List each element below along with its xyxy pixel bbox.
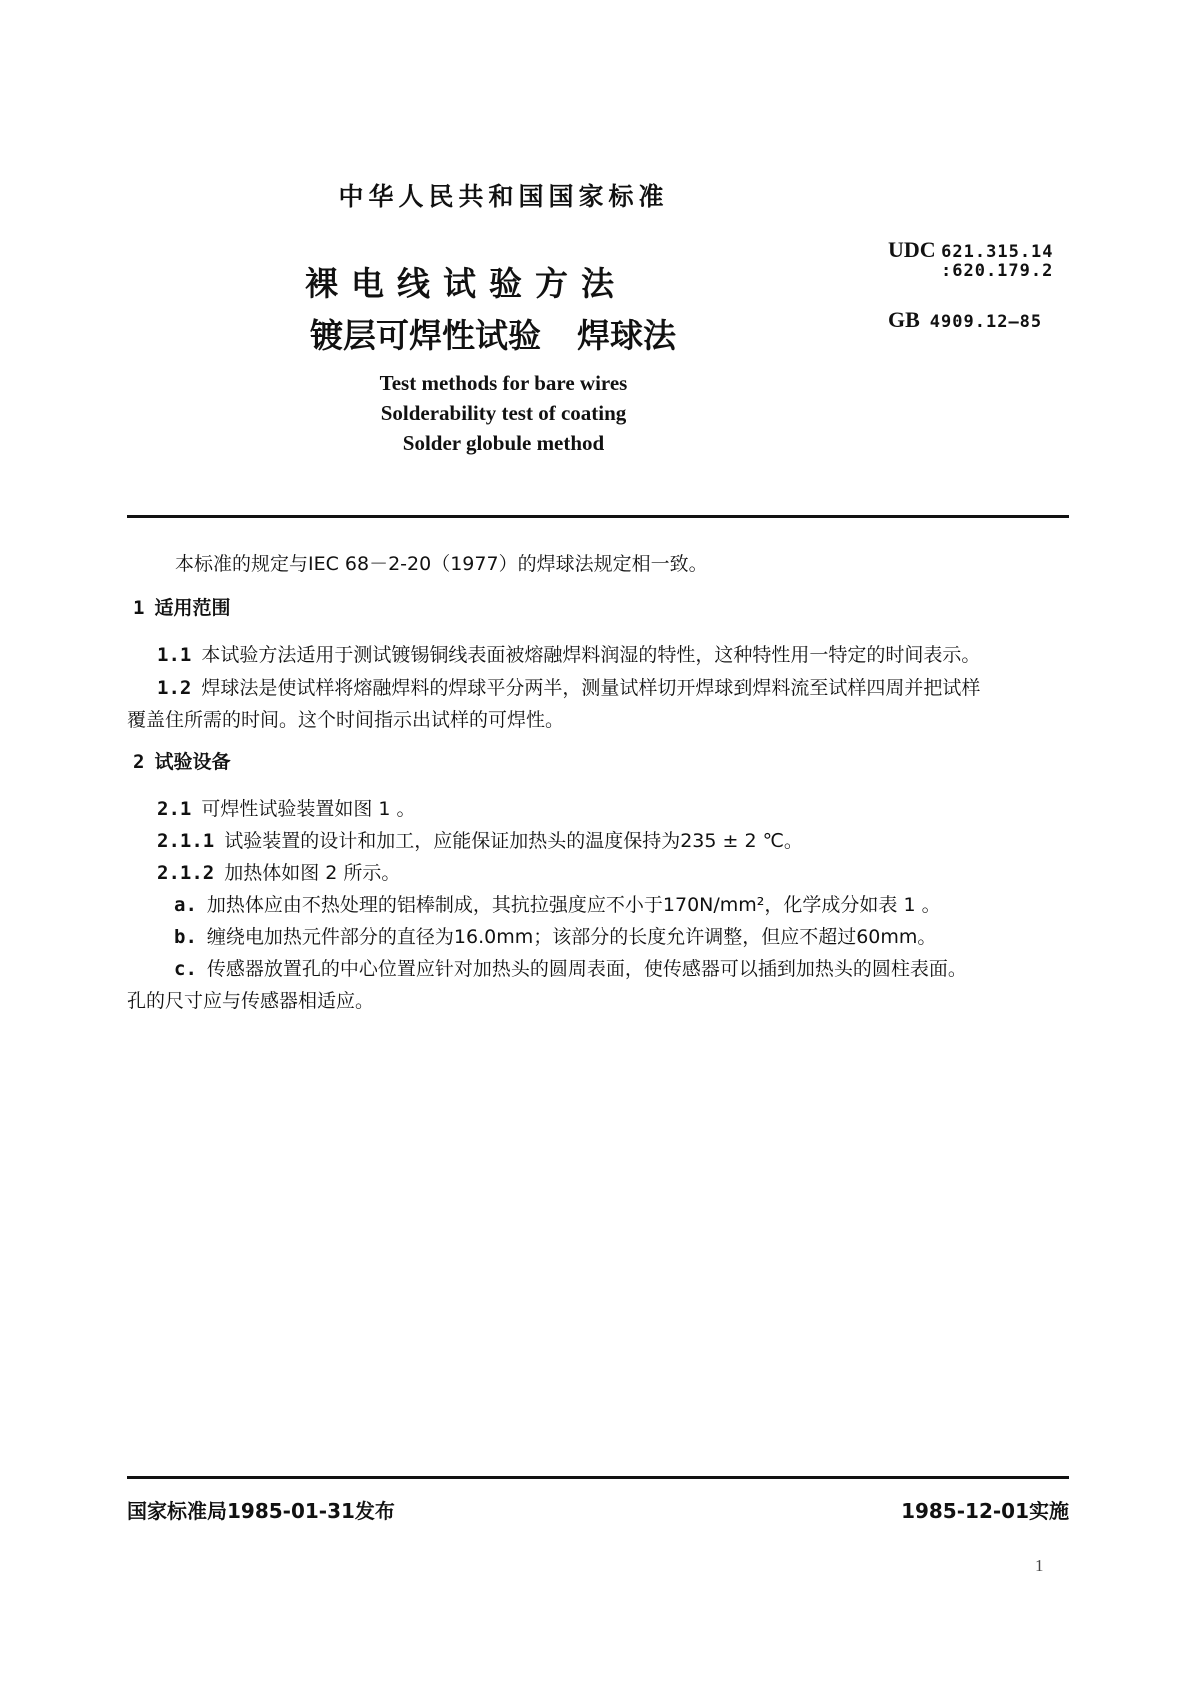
title-en-line2: Solderability test of coating (380, 401, 627, 425)
gb-standard-number (888, 307, 1042, 333)
section-1-number: 1 (133, 597, 145, 619)
clause-1-2-number: 1.2 (157, 677, 192, 699)
section-2-number: 2 (133, 751, 145, 773)
item-a-label: a. (174, 894, 197, 916)
clause-2-1-2-text: 加热体如图 2 所示。 (224, 862, 401, 884)
clause-2-1-2-number: 2.1.2 (157, 862, 215, 884)
title-cn-line2-part-b: 焊球法 (577, 316, 676, 355)
udc-label: UDC (888, 237, 936, 262)
title-en-line3: Solder globule method (402, 431, 605, 455)
udc-code-1: 621.315.14 (941, 242, 1054, 262)
clause-1-2-continuation: 覆盖住所需的时间。这个时间指示出试样的可焊性。 (127, 709, 565, 731)
title-cn-line2 (310, 310, 676, 357)
title-cn-line2-part-a: 镀层可焊性试验 (310, 316, 541, 355)
item-c-continuation: 孔的尺寸应与传感器相适应。 (127, 990, 375, 1012)
clause-1-1 (157, 640, 980, 667)
section-1-heading (133, 593, 230, 620)
item-b (174, 922, 936, 949)
clause-1-1-text: 本试验方法适用于测试镀锡铜线表面被熔融焊料润湿的特性，这种特性用一特定的时间表示。 (201, 644, 981, 666)
clause-2-1-1 (157, 826, 803, 853)
item-a-text: 加热体应由不热处理的铝棒制成，其抗拉强度应不小于170N/mm²，化学成分如表 1 。 (206, 894, 941, 916)
national-standard-heading: 中华人民共和国国家标准 (338, 182, 669, 211)
item-c (174, 954, 967, 981)
udc-code-2: :620.179.2 (941, 261, 1054, 281)
clause-1-2 (157, 673, 980, 700)
title-en-line1: Test methods for bare wires (379, 371, 628, 395)
item-c-text: 传感器放置孔的中心位置应针对加热头的圆周表面，使传感器可以插到加热头的圆柱表面。 (206, 958, 967, 980)
issue-date: 国家标准局1985-01-31发布 (127, 1499, 395, 1523)
item-c-label: c. (174, 958, 197, 980)
clause-1-1-number: 1.1 (157, 644, 192, 666)
item-b-label: b. (174, 926, 197, 948)
clause-2-1-1-text: 试验装置的设计和加工，应能保证加热头的温度保持为235 ± 2 ℃。 (224, 830, 803, 852)
footer-divider (127, 1476, 1069, 1479)
section-1-title: 适用范围 (154, 597, 231, 619)
intro-paragraph: 本标准的规定与IEC 68－2-20（1977）的焊球法规定相一致。 (175, 553, 708, 575)
gb-label: GB (888, 307, 920, 332)
gb-code: 4909.12—85 (929, 312, 1043, 332)
item-b-text: 缠绕电加热元件部分的直径为16.0mm；该部分的长度允许调整，但应不超过60mm。 (206, 926, 937, 948)
clause-2-1-text: 可焊性试验装置如图 1 。 (201, 798, 416, 820)
page-number: 1 (1035, 1556, 1044, 1575)
item-a (174, 890, 941, 917)
section-2-heading (133, 747, 230, 774)
clause-2-1-1-number: 2.1.1 (157, 830, 215, 852)
section-2-title: 试验设备 (154, 751, 231, 773)
header-divider (127, 515, 1069, 518)
effective-date: 1985-12-01实施 (901, 1499, 1069, 1523)
clause-2-1 (157, 794, 416, 821)
udc-classification (888, 237, 1054, 263)
clause-2-1-2 (157, 858, 400, 885)
clause-1-2-text: 焊球法是使试样将熔融焊料的焊球平分两半，测量试样切开焊球到焊料流至试样四周并把试样 (201, 677, 981, 699)
title-cn-line1: 裸电线试验方法 (305, 264, 627, 303)
clause-2-1-number: 2.1 (157, 798, 192, 820)
